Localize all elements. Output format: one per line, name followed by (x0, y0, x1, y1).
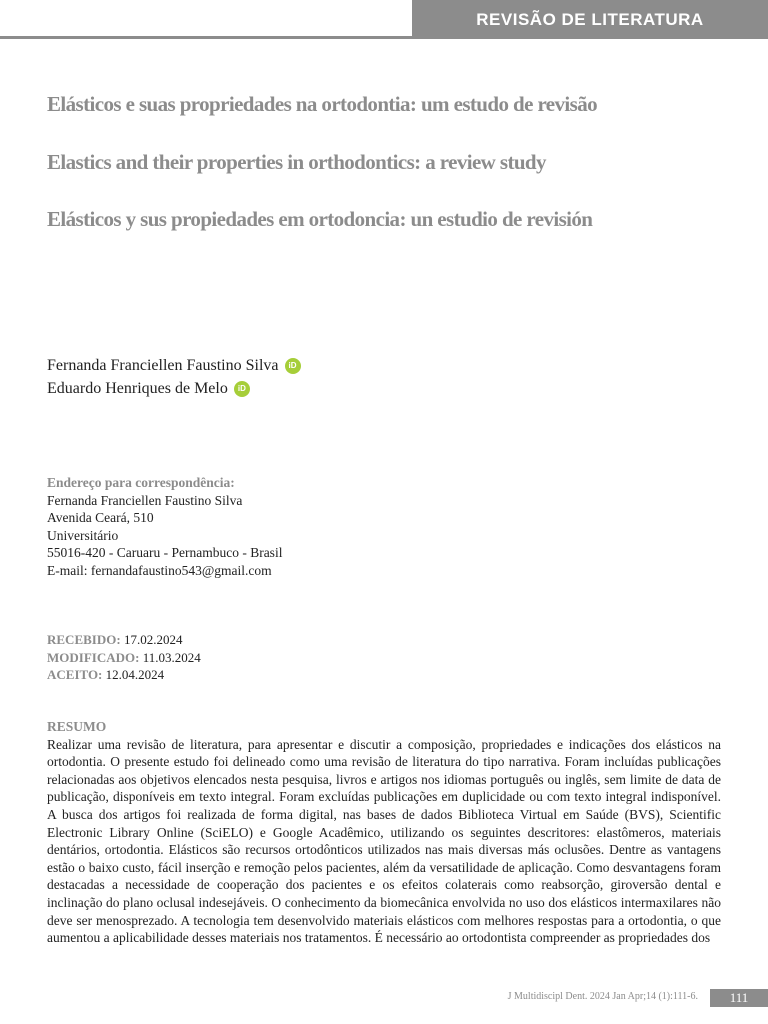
received-date (47, 631, 201, 649)
accepted-date (47, 666, 201, 684)
author-list (47, 354, 301, 400)
orcid-icon[interactable]: iD (234, 381, 250, 397)
received-label: RECEBIDO: (47, 632, 121, 647)
title-english: Elastics and their properties in orthodontics: a review study (47, 150, 546, 174)
orcid-icon[interactable]: iD (285, 358, 301, 374)
author-name: Fernanda Franciellen Faustino Silva (47, 356, 279, 374)
author (47, 377, 301, 400)
abstract-heading: RESUMO (47, 719, 107, 734)
modified-value: 11.03.2024 (142, 649, 201, 665)
correspondence-block (47, 474, 282, 579)
correspondence-name: Fernanda Franciellen Faustino Silva (47, 492, 243, 508)
correspondence-city: 55016-420 - Caruaru - Pernambuco - Brasil (47, 545, 283, 560)
author (47, 354, 301, 377)
modified-label: MODIFICADO: (47, 649, 140, 665)
correspondence-district: Universitário (47, 527, 119, 543)
title-spanish: Elásticos y sus propiedades em ortodoncia: un estudio de revisión (47, 207, 593, 231)
abstract-section (47, 718, 721, 947)
author-name: Eduardo Henriques de Melo (47, 379, 228, 397)
correspondence-email: E-mail: fernandafaustino543@gmail.com (47, 562, 272, 578)
received-value: 17.02.2024 (123, 632, 183, 647)
accepted-value: 12.04.2024 (105, 667, 165, 682)
section-label: REVISÃO DE LITERATURA (412, 0, 768, 39)
accepted-label: ACEITO: (47, 667, 103, 682)
journal-citation: J Multidiscipl Dent. 2024 Jan Apr;14 (1):111-6. (507, 991, 698, 1002)
page-number: 111 (710, 989, 768, 1007)
header-rule (0, 36, 412, 39)
correspondence-label: Endereço para correspondência: (47, 475, 235, 490)
modified-date (47, 649, 201, 667)
correspondence-street: Avenida Ceará, 510 (47, 510, 154, 525)
dates-block (47, 631, 201, 684)
abstract-text: Realizar uma revisão de literatura, para apresentar e discutir a composição, propriedades e indicações dos elásticos na ortodontia. O presente estudo foi delineado como uma revisão de literatura do tipo narrativa. Foram incluídas publicações relacionadas aos objetivos elencados nesta pesquisa, livros e artigos nos idiomas português ou inglês, sem limite de data de publicação, disponíveis em texto integral. Foram excluídas publicações em duplicidade ou com texto integral indisponível. A busca dos artigos foi realizada de forma digital, nas bases de dados Biblioteca Virtual em Saúde (BVS), Scientific Electronic Library Online (SciELO) e Google Acadêmico, utilizando os seguintes descritores: elastômeros, materiais dentários, ortodontia. Elásticos são recursos ortodônticos utilizados nas mais diversas más oclusões. Dentre as vantagens estão o baixo custo, fácil inserção e remoção pelos pacientes, além da versatilidade de aplicação. Como desvantagens foram destacadas a necessidade de cooperação dos pacientes e os efeitos colaterais como reabsorção, giroversão dental e inclinação do plano oclusal indesejáveis. O conhecimento da biomecânica envolvida no uso dos elásticos intermaxilares não deve ser menosprezado. A tecnologia tem desenvolvido materiais elásticos com melhores respostas para a ortodontia, o que aumentou a aplicabilidade desses materiais nos tratamentos. É necessário ao ortodontista compreender as propriedades dos (47, 736, 721, 946)
title-portuguese: Elásticos e suas propriedades na ortodontia: um estudo de revisão (47, 92, 598, 116)
